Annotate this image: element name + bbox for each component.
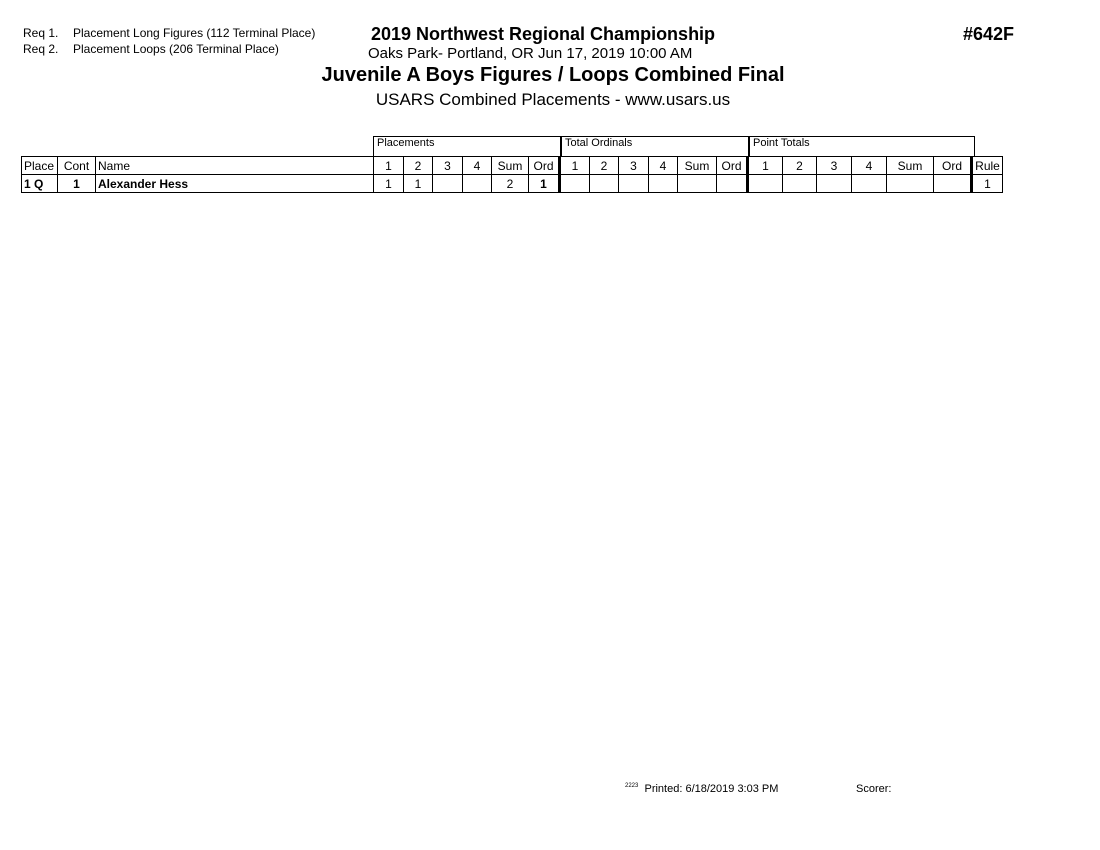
column-header-points-1: 1: [748, 157, 783, 175]
table-row: [22, 175, 1003, 193]
ordinal-3-cell: [619, 175, 649, 193]
column-header-ordinal-1: 1: [560, 157, 590, 175]
points-3-cell: [817, 175, 852, 193]
placement-4-cell: [463, 175, 492, 193]
requirement-number: Req 2.: [23, 42, 59, 56]
column-header-points-sum: Sum: [887, 157, 934, 175]
column-header-points-4: 4: [852, 157, 887, 175]
ordinal-ord-cell: [717, 175, 748, 193]
points-4-cell: [852, 175, 887, 193]
rule-cell: 1: [972, 175, 1003, 193]
column-header-cont: Cont: [58, 157, 96, 175]
column-header-points-2: 2: [783, 157, 817, 175]
column-header-name: Name: [96, 157, 374, 175]
column-header-placement-3: 3: [433, 157, 463, 175]
column-header-placement-ord: Ord: [529, 157, 560, 175]
column-header-points-ord: Ord: [934, 157, 972, 175]
event-code: #642F: [963, 24, 1015, 44]
scorer-label: Scorer:: [856, 783, 892, 795]
placement-1-cell: 1: [374, 175, 404, 193]
ordinal-2-cell: [590, 175, 619, 193]
skater-name-cell: Alexander Hess: [96, 175, 374, 193]
placement-ord-cell: 1: [529, 175, 560, 193]
column-header-ordinal-3: 3: [619, 157, 649, 175]
points-1-cell: [748, 175, 783, 193]
points-sum-cell: [887, 175, 934, 193]
report-code: 2223: [625, 783, 639, 789]
event-title: Juvenile A Boys Figures / Loops Combined Final: [321, 64, 785, 86]
column-header-ordinal-4: 4: [649, 157, 678, 175]
event-subtitle: USARS Combined Placements - www.usars.us: [375, 90, 731, 109]
placement-3-cell: [433, 175, 463, 193]
column-header-ordinal-2: 2: [590, 157, 619, 175]
point-totals-group-header: Point Totals: [749, 136, 975, 157]
column-header-placement-sum: Sum: [492, 157, 529, 175]
placements-group-header: Placements: [373, 136, 561, 157]
print-info: [625, 783, 778, 795]
column-header-placement-2: 2: [404, 157, 433, 175]
points-ord-cell: [934, 175, 972, 193]
column-header-points-3: 3: [817, 157, 852, 175]
column-header-row: [22, 157, 1003, 175]
column-header-place: Place: [22, 157, 58, 175]
column-header-ordinal-sum: Sum: [678, 157, 717, 175]
requirement-text: Placement Long Figures (112 Terminal Place): [73, 26, 316, 40]
column-header-placement-1: 1: [374, 157, 404, 175]
ordinal-sum-cell: [678, 175, 717, 193]
points-2-cell: [783, 175, 817, 193]
total-ordinals-group-header: Total Ordinals: [561, 136, 749, 157]
column-header-placement-4: 4: [463, 157, 492, 175]
ordinal-4-cell: [649, 175, 678, 193]
requirement-number: Req 1.: [23, 26, 59, 40]
column-header-ordinal-ord: Ord: [717, 157, 748, 175]
ordinal-1-cell: [560, 175, 590, 193]
place-cell: 1 Q: [22, 175, 58, 193]
printed-timestamp: Printed: 6/18/2019 3:03 PM: [644, 783, 779, 795]
results-table: [21, 156, 1003, 193]
requirement-text: Placement Loops (206 Terminal Place): [73, 42, 279, 56]
requirement-1: [23, 25, 315, 41]
column-header-rule: Rule: [972, 157, 1003, 175]
championship-title: 2019 Northwest Regional Championship: [371, 24, 716, 44]
cont-cell: 1: [58, 175, 96, 193]
requirement-2: [23, 41, 279, 57]
placement-2-cell: 1: [404, 175, 433, 193]
venue-date: Oaks Park- Portland, OR Jun 17, 2019 10:00 AM: [368, 45, 693, 62]
placement-sum-cell: 2: [492, 175, 529, 193]
